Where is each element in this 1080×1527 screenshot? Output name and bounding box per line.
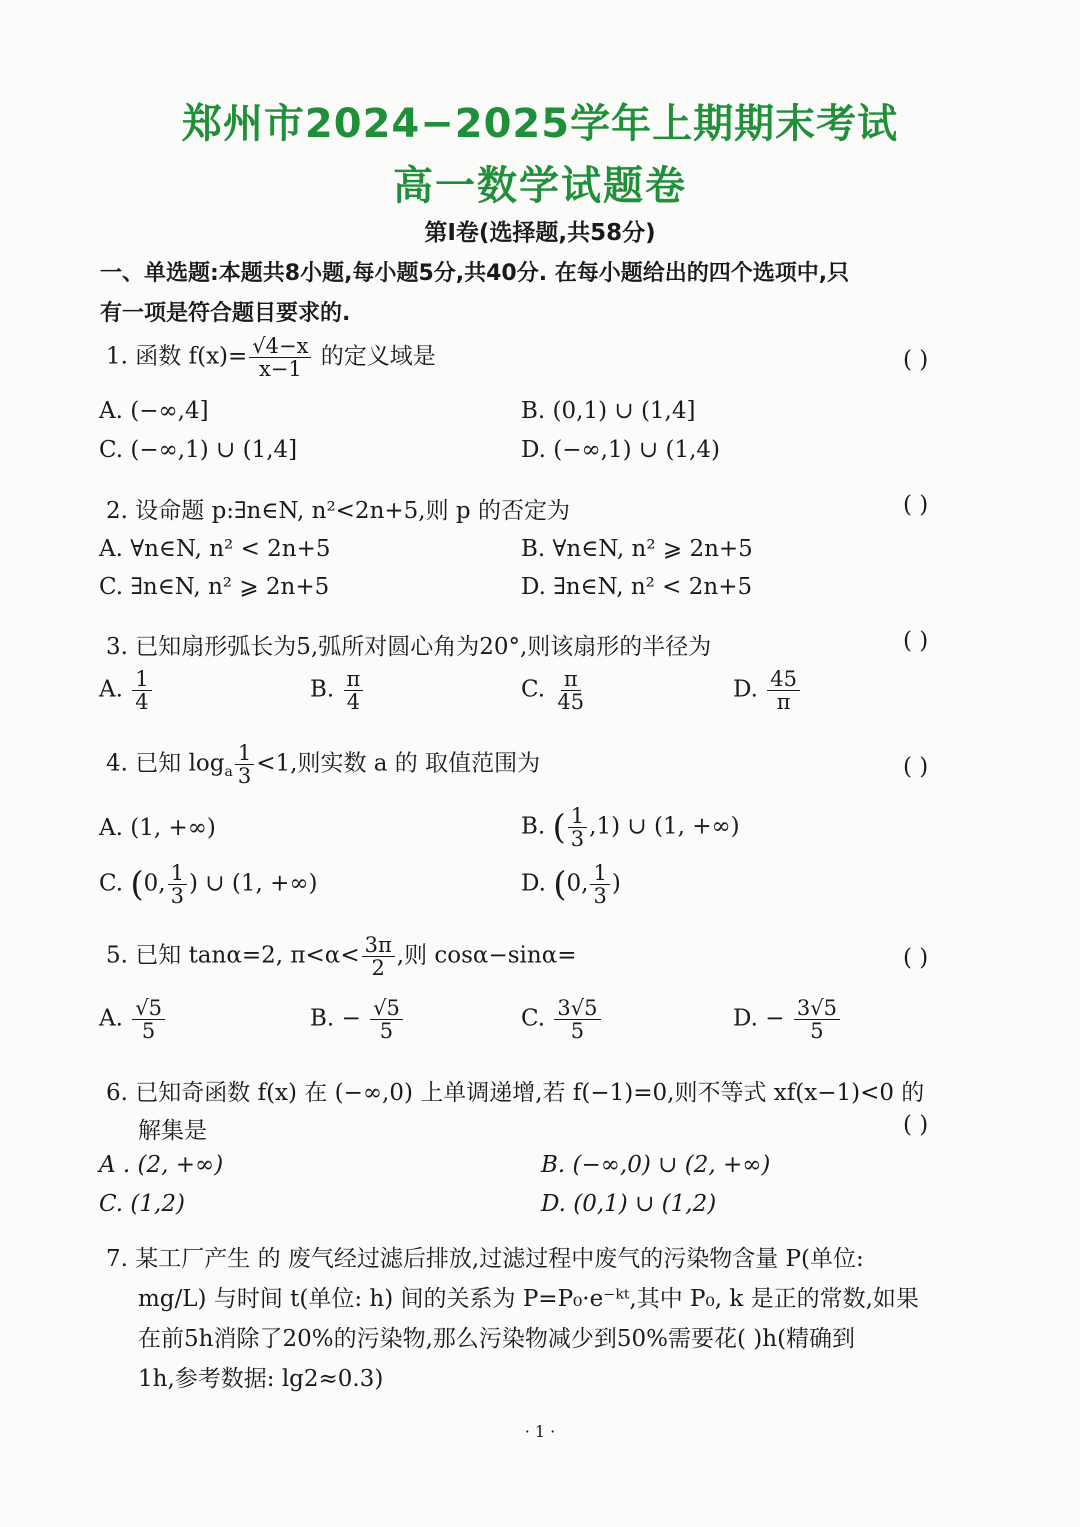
exam-title: 郑州市2024−2025学年上期期末考试: [181, 101, 899, 147]
q6-option-c: C. (1,2): [99, 1191, 185, 1217]
q5-c-den: 5: [570, 1019, 585, 1044]
q5-a-frac: [132, 997, 165, 1042]
q4-c-num: 1: [168, 862, 187, 885]
q5-answer-paren: ( ): [903, 945, 929, 971]
q3-a-label: A.: [99, 676, 123, 703]
q4-answer-paren: ( ): [903, 754, 929, 780]
q4-option-c: [99, 862, 318, 907]
q5-a-num: √5: [132, 997, 165, 1020]
q3-option-a: [99, 668, 154, 713]
q5-d-num: 3√5: [794, 997, 840, 1020]
q4-d-pre: 0,: [566, 870, 589, 897]
q5-d-den: 5: [810, 1019, 824, 1044]
q4-d-open-paren: (: [553, 864, 567, 905]
q5-c-num: 3√5: [554, 997, 600, 1020]
volume-heading: 第Ⅰ卷(选择题,共58分): [424, 220, 656, 246]
q3-d-frac: [767, 668, 800, 713]
q4-c-frac: [168, 862, 187, 907]
q5-a-label: A.: [99, 1005, 123, 1032]
question-4: [106, 742, 540, 787]
q3-a-frac: [132, 668, 151, 713]
section-instructions-line2: 有一项是符合题目要求的.: [100, 301, 351, 326]
section-instructions-line1: 一、单选题:本题共8小题,每小题5分,共40分. 在每小题给出的四个选项中,只: [100, 261, 850, 286]
q4-option-a: A. (1, +∞): [99, 815, 216, 841]
q5-d-label: D. −: [733, 1005, 785, 1032]
question-7-line2: mg/L) 与时间 t(单位: h) 间的关系为 P=P₀·e⁻ᵏᵗ,其中 P₀, k 是正的常数,如果: [138, 1286, 919, 1312]
q5-option-b: [310, 997, 405, 1042]
q2-option-a: A. ∀n∈N, n² < 2n+5: [99, 536, 331, 562]
q3-a-num: 1: [132, 668, 151, 691]
q4-d-post: ): [611, 870, 621, 897]
q4-b-open-paren: (: [552, 807, 566, 848]
q1-text-pre: 1.: [106, 343, 128, 370]
q5-text-pre: 5. 已知 tanα=2, π<α<: [106, 942, 360, 969]
q1-fraction: [249, 335, 311, 380]
q3-d-den: π: [776, 690, 791, 715]
q3-b-label: B.: [310, 676, 335, 703]
q4-frac-den: 3: [237, 764, 252, 789]
q5-d-frac: [794, 997, 840, 1042]
question-3: 3. 已知扇形弧长为5,弧所对圆心角为20°,则该扇形的半径为: [106, 634, 712, 660]
q4-option-d: [521, 862, 621, 907]
q5-c-frac: [554, 997, 600, 1042]
q5-option-d: [733, 997, 842, 1042]
question-5: [106, 934, 577, 979]
q2-option-b: B. ∀n∈N, n² ⩾ 2n+5: [521, 536, 753, 562]
q3-b-num: π: [344, 668, 364, 691]
q4-text-post: <1,则实数 a 的 取值范围为: [256, 750, 541, 777]
q5-option-a: [99, 997, 167, 1042]
q5-option-c: [521, 997, 603, 1042]
q5-b-num: √5: [370, 997, 403, 1020]
q4-option-b: [521, 805, 740, 850]
q1-option-d: D. (−∞,1) ∪ (1,4): [521, 437, 720, 463]
q4-c-den: 3: [170, 884, 184, 909]
q2-answer-paren: ( ): [903, 492, 929, 518]
q3-a-den: 4: [135, 690, 149, 715]
exam-subtitle: 高一数学试题卷: [393, 163, 687, 209]
q4-c-pre: 0,: [143, 870, 166, 897]
q6-option-b: B. (−∞,0) ∪ (2, +∞): [541, 1152, 771, 1178]
q4-d-den: 3: [593, 884, 607, 909]
q4-b-frac: [568, 805, 587, 850]
question-6-line2: 解集是: [138, 1118, 207, 1144]
q6-answer-paren: ( ): [903, 1112, 929, 1138]
q3-c-num: π: [561, 668, 581, 691]
q5-b-label: B. −: [310, 1005, 361, 1032]
q1-frac-num: √4−x: [249, 335, 311, 358]
q4-d-num: 1: [590, 862, 609, 885]
q5-b-frac: [370, 997, 403, 1042]
q4-frac-num: 1: [235, 742, 254, 765]
q3-d-label: D.: [733, 676, 758, 703]
q6-option-a: A . (2, +∞): [99, 1152, 224, 1178]
question-7-line1: 7. 某工厂产生 的 废气经过滤后排放,过滤过程中废气的污染物含量 P(单位:: [106, 1246, 864, 1272]
q3-answer-paren: ( ): [903, 628, 929, 654]
q4-fraction: [235, 742, 254, 787]
q4-text-pre: 4. 已知 log: [106, 750, 225, 777]
q4-d-frac: [590, 862, 609, 907]
q6-option-d: D. (0,1) ∪ (1,2): [541, 1191, 717, 1217]
q4-b-den: 3: [570, 827, 585, 852]
q3-c-frac: [554, 668, 587, 713]
q5-frac-den: 2: [371, 956, 385, 981]
q5-fraction: [362, 934, 395, 979]
page-number: · 1 ·: [524, 1422, 556, 1441]
q4-log-base: a: [224, 764, 233, 781]
q1-answer-paren: ( ): [903, 347, 929, 373]
q3-option-b: [310, 668, 365, 713]
q4-d-label: D.: [521, 870, 546, 897]
q1-frac-den: x−1: [258, 357, 302, 382]
q5-text-post: ,则 cosα−sinα=: [396, 942, 577, 969]
q5-a-den: 5: [141, 1019, 156, 1044]
q4-c-label: C.: [99, 870, 124, 897]
q3-option-c: [521, 668, 589, 713]
q1-option-b: B. (0,1) ∪ (1,4]: [521, 398, 696, 424]
q4-b-post: ,1) ∪ (1, +∞): [589, 813, 740, 840]
q1-text-func: 函数 f(x)=: [135, 343, 248, 370]
q5-frac-num: 3π: [362, 934, 395, 957]
question-1: [106, 335, 436, 380]
q4-b-label: B.: [521, 813, 546, 840]
q5-b-den: 5: [379, 1019, 394, 1044]
q5-c-label: C.: [521, 1005, 546, 1032]
q3-c-label: C.: [521, 676, 546, 703]
q3-c-den: 45: [557, 690, 585, 715]
q1-option-c: C. (−∞,1) ∪ (1,4]: [99, 437, 298, 463]
question-7-line3: 在前5h消除了20%的污染物,那么污染物减少到50%需要花( )h(精确到: [138, 1326, 856, 1352]
q3-b-frac: [344, 668, 364, 713]
q1-option-a: A. (−∞,4]: [99, 398, 209, 424]
question-6-line1: 6. 已知奇函数 f(x) 在 (−∞,0) 上单调递增,若 f(−1)=0,则不等式 xf(x−1)<0 的: [106, 1080, 925, 1106]
q2-option-c: C. ∃n∈N, n² ⩾ 2n+5: [99, 574, 330, 600]
q2-option-d: D. ∃n∈N, n² < 2n+5: [521, 574, 753, 600]
question-2: 2. 设命题 p:∃n∈N, n²<2n+5,则 p 的否定为: [106, 498, 570, 524]
q4-b-num: 1: [568, 805, 587, 828]
question-7-line4: 1h,参考数据: lg2≈0.3): [138, 1366, 384, 1392]
q4-c-open-paren: (: [130, 864, 144, 905]
q3-option-d: [733, 668, 802, 713]
q3-b-den: 4: [346, 690, 361, 715]
q3-d-num: 45: [767, 668, 800, 691]
q4-c-post: ) ∪ (1, +∞): [189, 870, 318, 897]
q1-text-post: 的定义域是: [320, 343, 436, 370]
